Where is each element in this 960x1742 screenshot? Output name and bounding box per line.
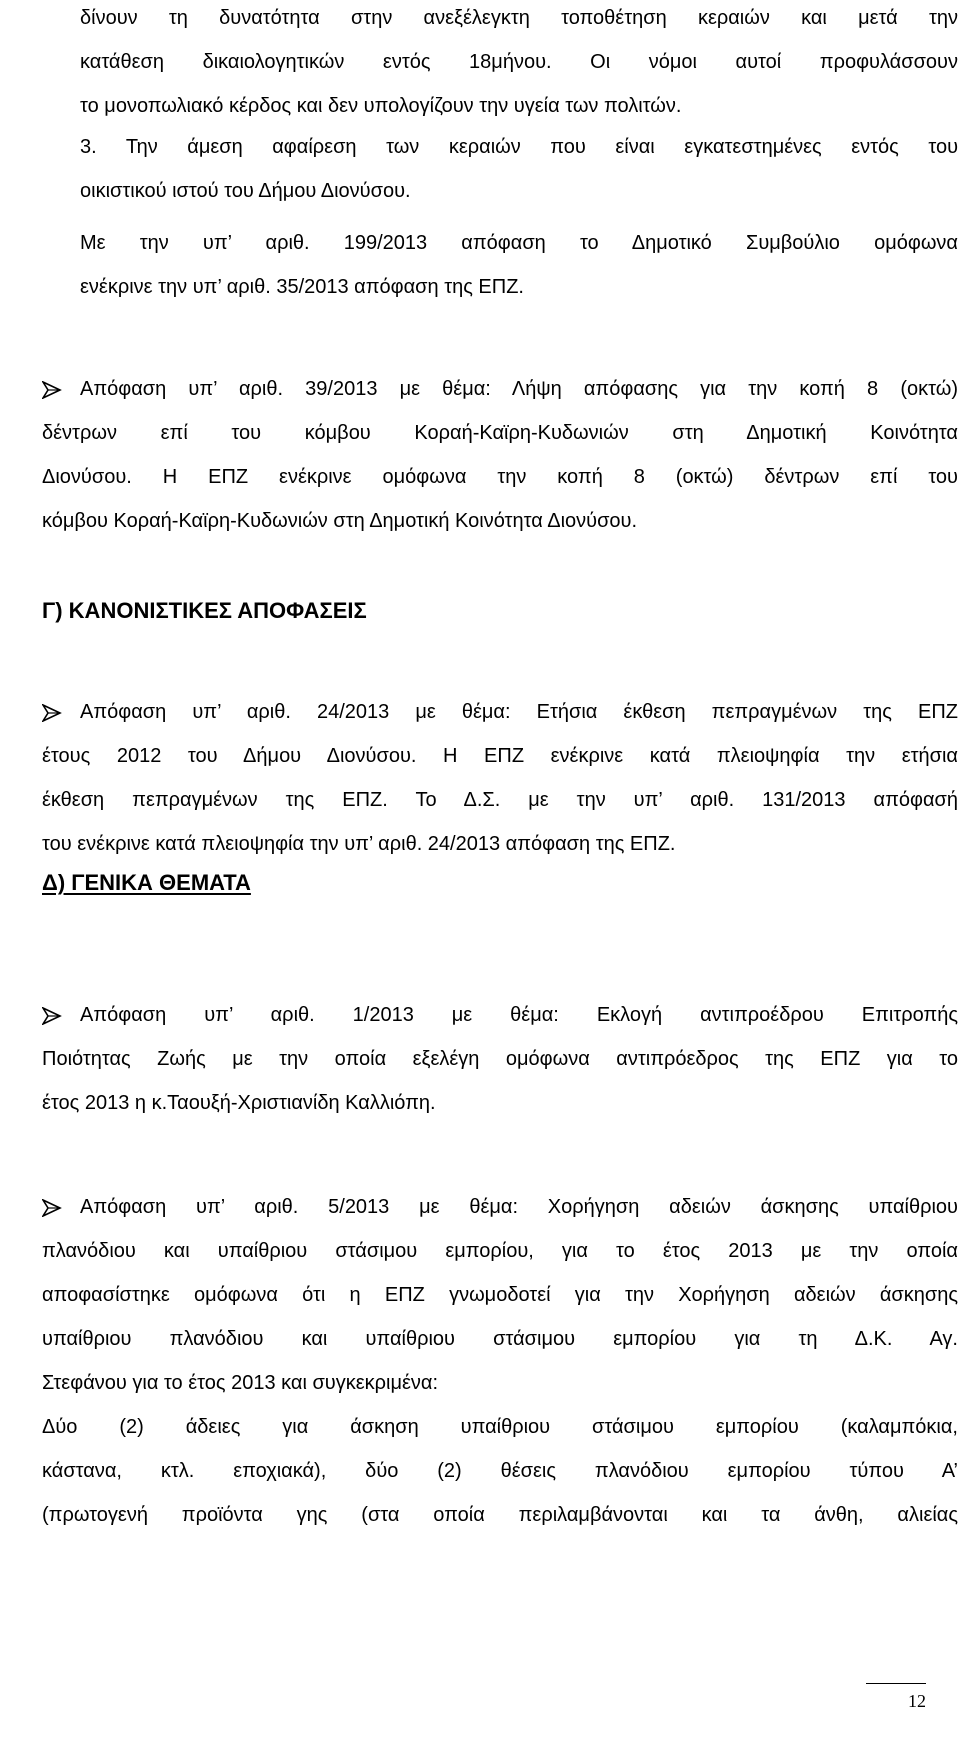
decision-5-line: Απόφαση υπ’ αριθ. 5/2013 με θέμα: Χορήγηση αδειών άσκησης υπαίθριου — [80, 1196, 958, 1218]
intro-line: το μονοπωλιακό κέρδος και δεν υπολογίζουν την υγεία των πολιτών. — [80, 95, 682, 117]
item-3-line: 3. Την άμεση αφαίρεση των κεραιών που είναι εγκατεστημένες εντός του — [80, 136, 958, 158]
arrow-bullet-icon — [42, 1007, 66, 1025]
intro-line: δίνουν τη δυνατότητα στην ανεξέλεγκτη τοποθέτηση κεραιών και μετά την — [80, 7, 958, 29]
arrow-bullet-icon — [42, 704, 66, 722]
decision-39-line: Απόφαση υπ’ αριθ. 39/2013 με θέμα: Λήψη απόφασης για την κοπή 8 (οκτώ) — [80, 378, 958, 400]
decision-5-line: κάστανα, κτλ. εποχιακά), δύο (2) θέσεις πλανόδιου εμπορίου τύπου Α’ — [42, 1460, 958, 1482]
decision-5-line: αποφασίστηκε ομόφωνα ότι η ΕΠΖ γνωμοδοτεί για την Χορήγηση αδειών άσκησης — [42, 1284, 958, 1306]
decision-24-line: έτους 2012 του Δήμου Διονύσου. Η ΕΠΖ ενέκρινε κατά πλειοψηφία την ετήσια — [42, 745, 958, 767]
approval-line: ενέκρινε την υπ’ αριθ. 35/2013 απόφαση της ΕΠΖ. — [80, 276, 524, 298]
section-heading-d: Δ) ΓΕΝΙΚΑ ΘΕΜΑΤΑ — [42, 870, 251, 895]
decision-5-item — [42, 1185, 958, 1537]
decision-24-line: έκθεση πεπραγμένων της ΕΠΖ. Το Δ.Σ. με την υπ’ αριθ. 131/2013 απόφασή — [42, 789, 958, 811]
decision-1-line: έτος 2013 η κ.Ταουξή-Χριστιανίδη Καλλιόπη. — [42, 1092, 436, 1114]
decision-39-item — [42, 367, 958, 543]
decision-24-line: Απόφαση υπ’ αριθ. 24/2013 με θέμα: Ετήσια έκθεση πεπραγμένων της ΕΠΖ — [80, 701, 958, 723]
intro-paragraph — [80, 0, 958, 128]
page-number-rule — [866, 1683, 926, 1684]
arrow-bullet-icon — [42, 1199, 66, 1217]
decision-39-first-line — [42, 367, 958, 411]
decision-1-first-line — [42, 993, 958, 1037]
decision-24-first-line — [42, 690, 958, 734]
decision-39-line: Διονύσου. Η ΕΠΖ ενέκρινε ομόφωνα την κοπή 8 (οκτώ) δέντρων επί του — [42, 466, 958, 488]
intro-line: κατάθεση δικαιολογητικών εντός 18μήνου. Οι νόμοι αυτοί προφυλάσσουν — [80, 51, 958, 73]
decision-1-item — [42, 993, 958, 1125]
decision-39-line: δέντρων επί του κόμβου Κοραή-Καϊρη-Κυδωνιών στη Δημοτική Κοινότητα — [42, 422, 958, 444]
decision-5-line: υπαίθριου πλανόδιου και υπαίθριου στάσιμου εμπορίου για τη Δ.Κ. Αγ. — [42, 1328, 958, 1350]
arrow-bullet-icon — [42, 381, 66, 399]
decision-5-first-line — [42, 1185, 958, 1229]
decision-39-line: κόμβου Κοραή-Καϊρη-Κυδωνιών στη Δημοτική Κοινότητα Διονύσου. — [42, 510, 638, 532]
page-number: 12 — [908, 1691, 926, 1711]
item-3-paragraph — [80, 125, 958, 213]
decision-5-line: Στεφάνου για το έτος 2013 και συγκεκριμένα: — [42, 1372, 439, 1394]
decision-24-line: του ενέκρινε κατά πλειοψηφία την υπ’ αριθ. 24/2013 απόφαση της ΕΠΖ. — [42, 833, 676, 855]
decision-24-item — [42, 690, 958, 866]
decision-5-line: (πρωτογενή προϊόντα γης (στα οποία περιλαμβάνονται και τα άνθη, αλιείας — [42, 1504, 958, 1526]
decision-1-line: Ποιότητας Ζωής με την οποία εξελέγη ομόφωνα αντιπρόεδρος της ΕΠΖ για το — [42, 1048, 958, 1070]
section-heading-g: Γ) ΚΑΝΟΝΙΣΤΙΚΕΣ ΑΠΟΦΑΣΕΙΣ — [42, 598, 367, 623]
decision-5-line: πλανόδιου και υπαίθριου στάσιμου εμπορίου, για το έτος 2013 με την οποία — [42, 1240, 958, 1262]
approval-paragraph — [80, 221, 958, 309]
decision-5-line: Δύο (2) άδειες για άσκηση υπαίθριου στάσιμου εμπορίου (καλαμπόκια, — [42, 1416, 958, 1438]
decision-1-line: Απόφαση υπ’ αριθ. 1/2013 με θέμα: Εκλογή αντιπροέδρου Επιτροπής — [80, 1004, 958, 1026]
approval-line: Με την υπ’ αριθ. 199/2013 απόφαση το Δημοτικό Συμβούλιο ομόφωνα — [80, 232, 958, 254]
item-3-line: οικιστικού ιστού του Δήμου Διονύσου. — [80, 180, 411, 202]
